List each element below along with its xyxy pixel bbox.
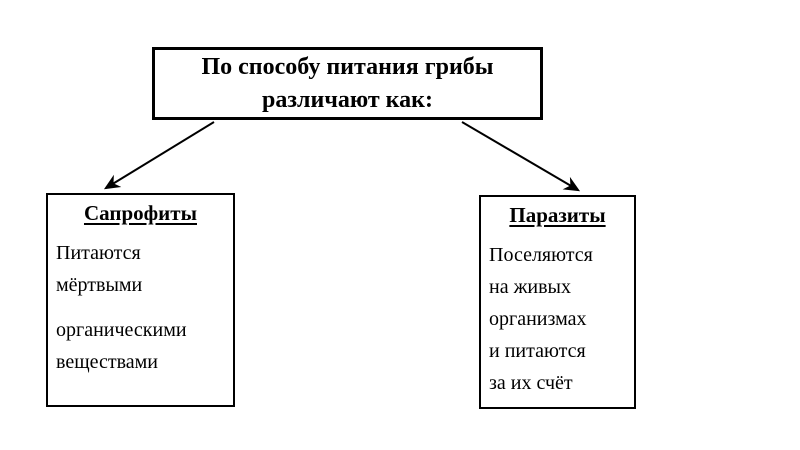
body-text-line: Поселяются <box>489 244 593 266</box>
diagram-title-line-2: различают как: <box>262 86 433 113</box>
node-parasites <box>479 195 636 409</box>
body-text-line: за их счёт <box>489 372 573 394</box>
body-text-line: на живых <box>489 276 571 298</box>
saprophytes-paragraph-1 <box>56 237 229 301</box>
body-text-line: и питаются <box>489 340 586 362</box>
saprophytes-paragraph-2 <box>56 314 229 378</box>
body-text-line: организмах <box>489 308 587 330</box>
node-parasites-heading: Паразиты <box>509 203 606 227</box>
body-text-line: Питаются <box>56 242 141 264</box>
body-text-line: мёртвыми <box>56 274 143 296</box>
node-saprophytes-body <box>48 237 233 378</box>
arrow-to-saprophytes <box>106 122 214 188</box>
parasites-paragraph-1 <box>489 239 630 399</box>
node-saprophytes <box>46 193 235 407</box>
node-saprophytes-heading: Сапрофиты <box>83 201 197 225</box>
node-parasites-body <box>481 239 634 399</box>
body-text-line: органическими <box>56 319 187 341</box>
body-text-line: веществами <box>56 351 159 373</box>
title-box <box>152 47 543 120</box>
arrow-to-parasites <box>462 122 578 190</box>
diagram-title-line-1: По способу питания грибы <box>201 53 494 80</box>
